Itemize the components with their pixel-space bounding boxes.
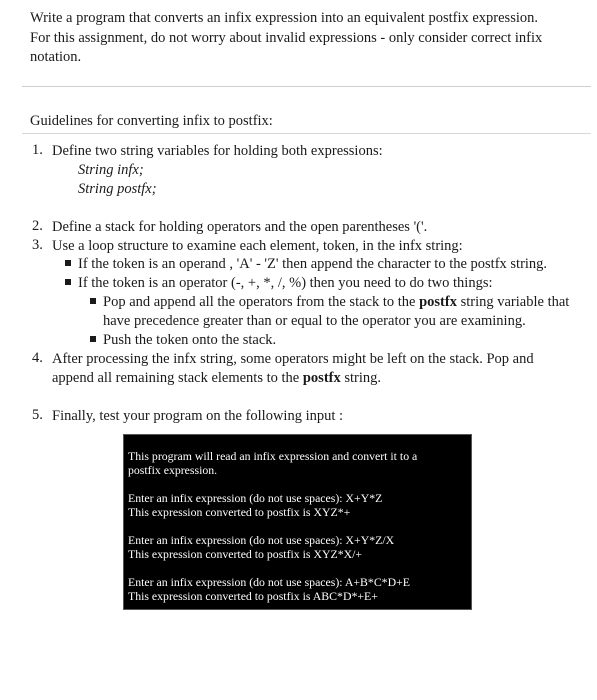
console-line: Enter an infix expression (do not use spaces): X+Y*Z (128, 491, 383, 505)
intro-line-2: For this assignment, do not worry about invalid expressions - only consider correct infix (30, 29, 543, 46)
step-4-number: 4. (32, 350, 43, 366)
console-line: This expression converted to postfix is ABC*D*+E+ (128, 589, 378, 603)
subbullet-1-text-end: string variable that (456, 294, 570, 310)
step-4-text: append all remaining stack elements to the (52, 370, 303, 386)
step-1-code-infx: String infx; (78, 162, 144, 178)
bullet-icon (90, 298, 96, 304)
bullet-icon (65, 260, 71, 266)
step-1-code-postfx: String postfx; (78, 181, 157, 197)
step-2-number: 2. (32, 218, 43, 234)
intro-line-1: Write a program that converts an infix expression into an equivalent postfix expression. (30, 10, 538, 26)
step-3-subbullet-1-line-2: have precedence greater than or equal to the operator you are examining. (103, 313, 526, 329)
divider (22, 86, 591, 87)
step-3-bullet-1: If the token is an operand , 'A' - 'Z' then append the character to the postfx string. (78, 256, 548, 272)
step-5-number: 5. (32, 407, 43, 423)
step-5-text: Finally, test your program on the following input : (52, 408, 344, 424)
step-4-line-1: After processing the infx string, some operators might be left on the stack. Pop and (52, 351, 534, 367)
postfx-keyword: postfx (302, 370, 341, 386)
step-3-subbullet-1 (103, 293, 569, 311)
step-2-text: Define a stack for holding operators and the open parentheses '('. (52, 219, 428, 235)
step-4-text-end: string. (340, 370, 382, 386)
divider (22, 133, 591, 134)
postfx-keyword: postfx (419, 294, 457, 310)
bullet-icon (65, 279, 71, 285)
step-4-line-2 (52, 369, 381, 387)
step-3-text: Use a loop structure to examine each element, token, in the infx string: (52, 238, 463, 254)
step-1-number: 1. (32, 142, 43, 158)
subbullet-1-text: Pop and append all the operators from the stack to the (103, 294, 420, 310)
step-3-number: 3. (32, 237, 43, 253)
guidelines-title: Guidelines for converting infix to postfix: (30, 113, 273, 129)
console-line: Enter an infix expression (do not use spaces): X+Y*Z/X (128, 533, 395, 547)
console-line: Enter an infix expression (do not use spaces): A+B*C*D+E (128, 575, 410, 589)
step-3-bullet-2: If the token is an operator (-, +, *, /, %) then you need to do two things: (78, 275, 493, 291)
bullet-icon (90, 336, 96, 342)
console-output (123, 434, 472, 610)
step-1-text: Define two string variables for holding both expressions: (52, 143, 383, 159)
console-line: This program will read an infix expression and convert it to a (128, 449, 418, 463)
console-line: This expression converted to postfix is XYZ*X/+ (128, 547, 363, 561)
assignment-intro (30, 9, 590, 68)
intro-line-3: notation. (30, 49, 82, 65)
step-3-subbullet-2: Push the token onto the stack. (103, 332, 277, 348)
console-line: postfix expression. (128, 463, 218, 477)
console-line: This expression converted to postfix is XYZ*+ (128, 505, 351, 519)
